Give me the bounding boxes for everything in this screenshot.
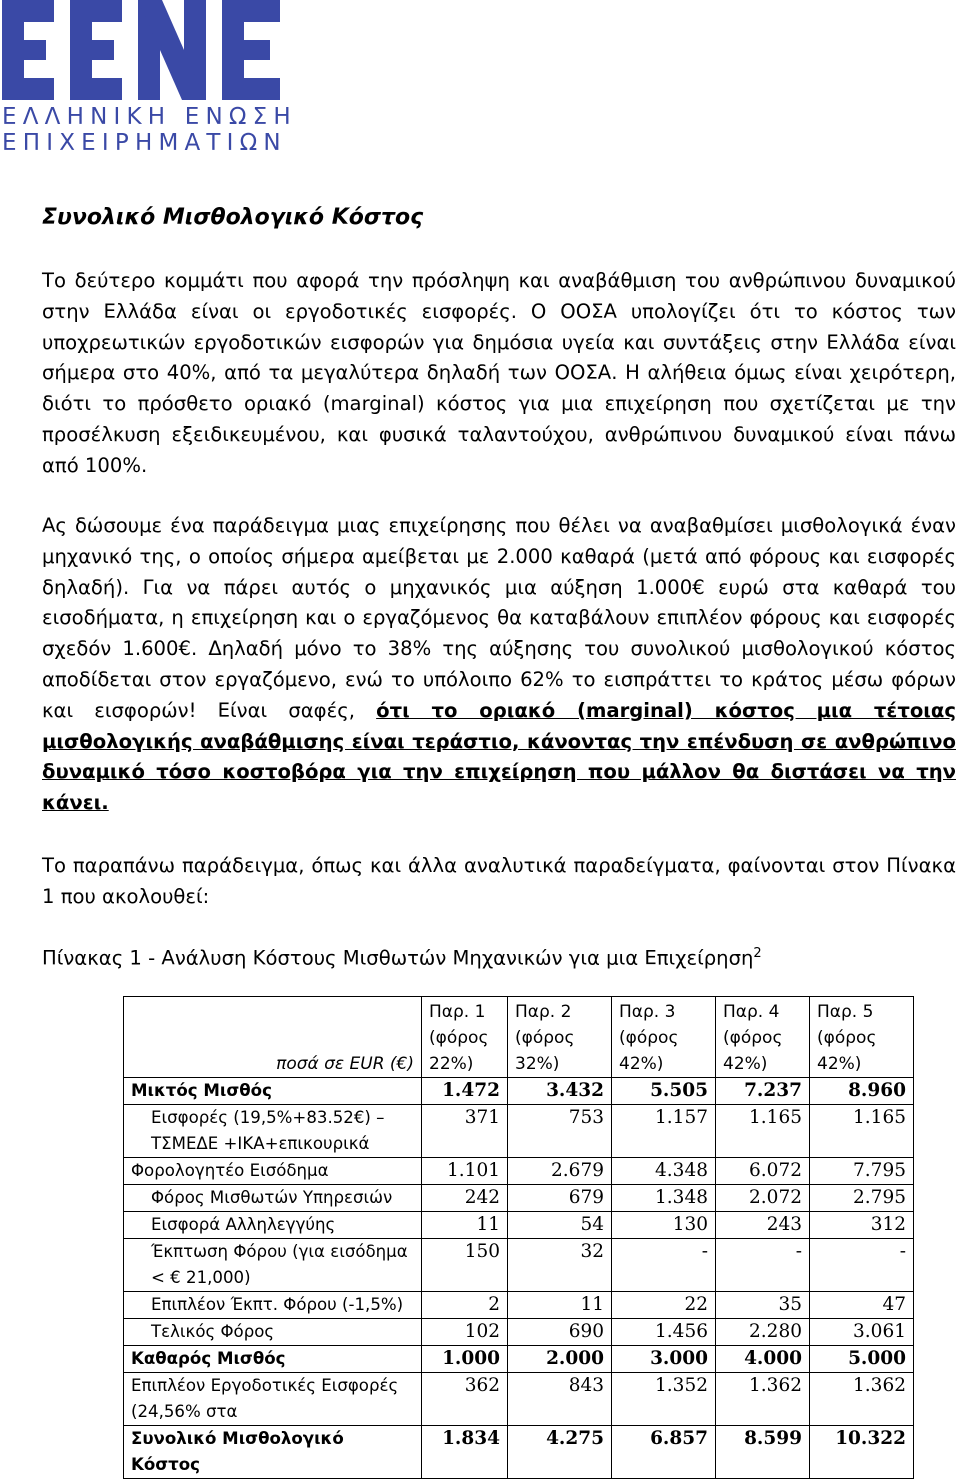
table-cell: 8.960 [810,1078,914,1105]
row-label: Εισφορά Αλληλεγγύης [124,1212,422,1239]
row-label: Επιπλέον Εργοδοτικές Εισφορές (24,56% στα [124,1373,422,1426]
column-header: Παρ. 1 (φόρος 22%) [422,997,508,1078]
table-cell: 22 [612,1292,716,1319]
table-header-row [124,997,914,1078]
table-cell: 243 [716,1212,810,1239]
table-cell: 130 [612,1212,716,1239]
table-cell: 10.322 [810,1426,914,1479]
table-cell: 3.432 [508,1078,612,1105]
cost-table-body [124,997,914,1479]
table-cell: 5.505 [612,1078,716,1105]
row-label: Καθαρός Μισθός [124,1346,422,1373]
table-cell: 1.165 [810,1105,914,1158]
table-cell: 1.834 [422,1426,508,1479]
unit-label: ποσά σε EUR (€) [124,997,422,1078]
table-cell: 1.000 [422,1346,508,1373]
column-header: Παρ. 4 (φόρος 42%) [716,997,810,1078]
paragraph-3: Το παραπάνω παράδειγμα, όπως και άλλα αναλυτικά παραδείγματα, φαίνονται στον Πίνακα 1 που ακολουθεί: [42,854,956,908]
table-row [124,1105,914,1158]
row-label: Μικτός Μισθός [124,1078,422,1105]
table-cell: 102 [422,1319,508,1346]
column-header: Παρ. 5 (φόρος 42%) [810,997,914,1078]
table-cell: 2.679 [508,1158,612,1185]
table-cell: 150 [422,1239,508,1292]
row-label: Έκπτωση Φόρου (για εισόδημα < € 21,000) [124,1239,422,1292]
column-header: Παρ. 3 (φόρος 42%) [612,997,716,1078]
table-cell: 7.795 [810,1158,914,1185]
table-cell: 35 [716,1292,810,1319]
row-label: Εισφορές (19,5%+83.52€) – ΤΣΜΕΔΕ +ΙΚΑ+επικουρικά [124,1105,422,1158]
table-cell: 2.072 [716,1185,810,1212]
row-label: Φόρος Μισθωτών Υπηρεσιών [124,1185,422,1212]
table-cell: 312 [810,1212,914,1239]
row-label: Συνολικό Μισθολογικό Κόστος [124,1426,422,1479]
row-label: Φορολογητέο Εισόδημα [124,1158,422,1185]
table-cell: 7.237 [716,1078,810,1105]
table-cell: 3.000 [612,1346,716,1373]
table-cell: 753 [508,1105,612,1158]
table-cell: 843 [508,1373,612,1426]
table-cell: 32 [508,1239,612,1292]
table-cell: 6.857 [612,1426,716,1479]
table-row [124,1158,914,1185]
table-row [124,1319,914,1346]
table-row [124,1346,914,1373]
table-cell: 242 [422,1185,508,1212]
table-cell: 2 [422,1292,508,1319]
row-label: Τελικός Φόρος [124,1319,422,1346]
paragraph-2-text: Ας δώσουμε ένα παράδειγμα μιας επιχείρησης που θέλει να αναβαθμίσει μισθολογικά έναν μηχανικό της, ο οποίος σήμερα αμείβεται με 2.000 καθαρά (μετά από φόρους και εισφορές δηλαδή). Για να πάρει αυτός ο μηχανικός μια αύξηση 1.000€ ευρώ στα καθαρά του εισοδήματα, η επιχείρηση και ο εργαζόμενος θα καταβάλουν επιπλέον φόρους και εισφορές σχεδόν 1.600€. Δηλαδή μόνο το 38% της αύξησης του συνολικού μισθολογικού κόστος αποδίδεται στον εργαζόμενο, ενώ το υπόλοιπο 62% το εισπράττει το κράτος μέσω φόρων και εισφορών! Είναι σαφές, [42,514,956,722]
eene-logo [0,0,297,165]
table-cell: 679 [508,1185,612,1212]
table-cell: 1.352 [612,1373,716,1426]
table-cell: 11 [422,1212,508,1239]
table-cell: 1.101 [422,1158,508,1185]
table-row [124,1426,914,1479]
table-cell: 47 [810,1292,914,1319]
table-row [124,1373,914,1426]
table-cell: 5.000 [810,1346,914,1373]
table-caption-text: Πίνακας 1 - Ανάλυση Κόστους Μισθωτών Μηχανικών για μια Επιχείρηση [42,946,754,970]
table-cell: 371 [422,1105,508,1158]
paragraph-2 [42,511,956,819]
table-row [124,1292,914,1319]
table-cell: - [810,1239,914,1292]
table-cell: 54 [508,1212,612,1239]
table-cell: 4.275 [508,1426,612,1479]
table-cell: 1.157 [612,1105,716,1158]
table-row [124,1212,914,1239]
row-label: Επιπλέον Έκπτ. Φόρου (-1,5%) [124,1292,422,1319]
table-row [124,1239,914,1292]
table-cell: 2.795 [810,1185,914,1212]
table-row [124,1078,914,1105]
section-title: Συνολικό Μισθολογικό Κόστος [42,205,424,230]
cost-table [123,996,914,1479]
table-cell: 1.362 [810,1373,914,1426]
table-cell: 690 [508,1319,612,1346]
table-cell: 362 [422,1373,508,1426]
column-header: Παρ. 2 (φόρος 32%) [508,997,612,1078]
table-cell: 4.348 [612,1158,716,1185]
table-cell: - [612,1239,716,1292]
table-cell: 1.348 [612,1185,716,1212]
table-cell: 2.280 [716,1319,810,1346]
eene-logo-mark [2,0,280,100]
table-cell: 1.456 [612,1319,716,1346]
table-cell: 6.072 [716,1158,810,1185]
logo-line-2: ΕΠΙΧΕΙΡΗΜΑΤΙΩΝ [2,130,287,156]
table-cell: 8.599 [716,1426,810,1479]
table-cell: - [716,1239,810,1292]
logo-line-1: ΕΛΛΗΝΙΚΗ ΕΝΩΣΗ [2,104,297,130]
table-cell: 4.000 [716,1346,810,1373]
table-cell: 3.061 [810,1319,914,1346]
table-caption [42,938,762,975]
footnote-ref: 2 [753,946,762,961]
table-row [124,1185,914,1212]
paragraph-2-emphasis: ότι το οριακό (marginal) κόστος μια τέτοιας μισθολογικής αναβάθμισης είναι τεράστιο, κάνοντας την επένδυση σε ανθρώπινο δυναμικό τόσο κοστοβόρα για την επιχείρηση που μάλλον θα διστάσει να την κάνει. [42,698,956,815]
table-cell: 1.472 [422,1078,508,1105]
table-cell: 2.000 [508,1346,612,1373]
table-cell: 11 [508,1292,612,1319]
paragraph-1: Το δεύτερο κομμάτι που αφορά την πρόσληψη και αναβάθμιση του ανθρώπινου δυναμικού στην Ελλάδα είναι οι εργοδοτικές εισφορές. Ο ΟΟΣΑ υπολογίζει ότι το κόστος των υποχρεωτικών εργοδοτικών εισφορών για δημόσια υγεία και συντάξεις στην Ελλάδα είναι σήμερα στο 40%, από τα μεγαλύτερα δηλαδή των ΟΟΣΑ. Η αλήθεια όμως είναι χειρότερη, διότι το πρόσθετο οριακό (marginal) κόστος για μια επιχείρηση που σχετίζεται με την προσέλκυση εξειδικευμένου, και φυσικά ταλαντούχου, ανθρώπινου δυναμικού είναι πάνω από 100%. [42,269,956,477]
table-cell: 1.165 [716,1105,810,1158]
table-cell: 1.362 [716,1373,810,1426]
